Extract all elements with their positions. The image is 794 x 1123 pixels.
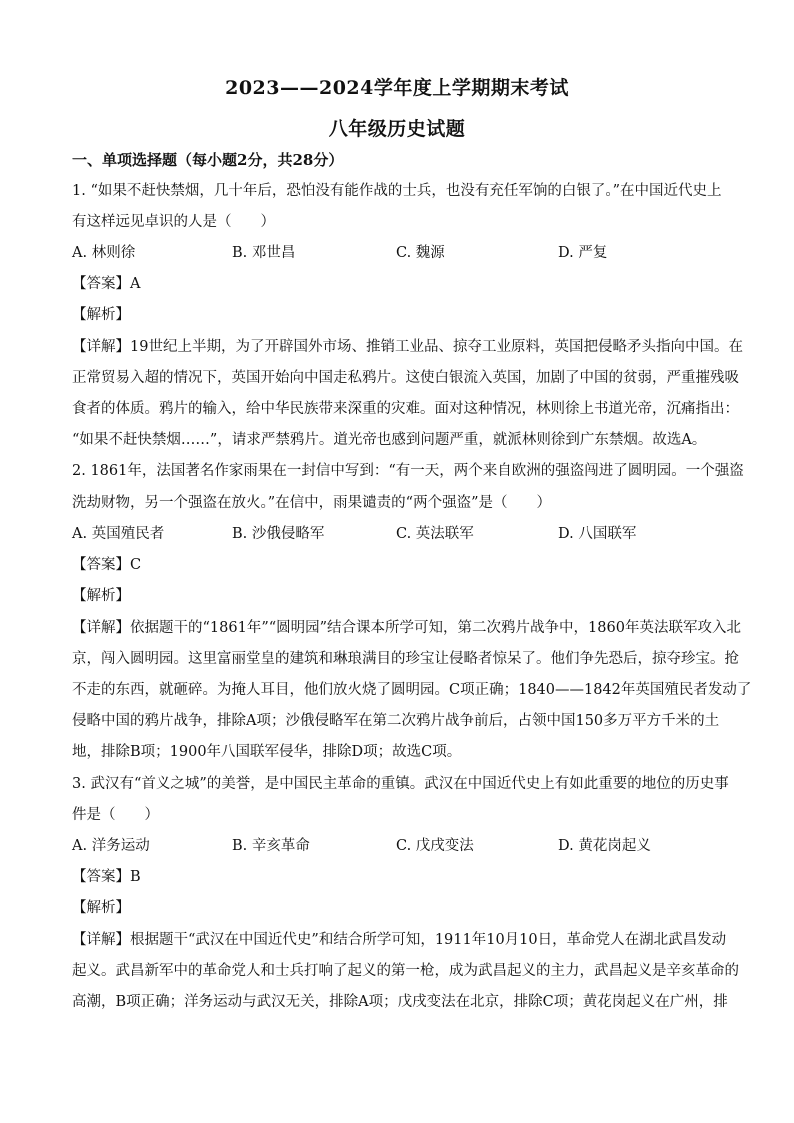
q1-detail-line-2: 正常贸易入超的情况下，英国开始向中国走私鸦片。这使白银流入英国，加剧了中国的贫弱，严重摧残吸: [72, 370, 739, 386]
exam-title: 2023——2024学年度上学期期末考试: [225, 77, 569, 99]
q3-stem-line-2: 件是（ ）: [72, 807, 159, 823]
q1-detail-line-3: 食者的体质。鸦片的输入，给中华民族带来深重的灾难。面对这种情况，林则徐上书道光帝，沉痛指出：: [72, 401, 739, 417]
exam-subtitle: 八年级历史试题: [328, 118, 466, 140]
q3-stem-line-1: 3. 武汉有“首义之城”的美誉，是中国民主革命的重镇。武汉在中国近代史上有如此重要的地位的历史事: [72, 776, 729, 792]
q1-detail-line-4: “如果不赶快禁烟……”，请求严禁鸦片。道光帝也感到问题严重，就派林则徐到广东禁烟。故选A。: [72, 432, 707, 448]
q2-option-c: C. 英法联军: [396, 526, 474, 542]
q2-stem-line-2: 洗劫财物，另一个强盗在放火。”在信中，雨果谴责的“两个强盗”是（ ）: [72, 495, 551, 511]
q1-analysis-label: 【解析】: [72, 307, 130, 323]
q2-detail-line-1: 【详解】依据题干的“1861年”“圆明园”结合课本所学可知，第二次鸦片战争中，1860年英法联军攻入北: [72, 620, 741, 636]
q1-stem-line-2: 有这样远见卓识的人是（ ）: [72, 214, 275, 230]
q2-detail-line-5: 地，排除B项；1900年八国联军侵华，排除D项；故选C项。: [72, 744, 462, 760]
q3-analysis-label: 【解析】: [72, 900, 130, 916]
q1-option-a: A. 林则徐: [72, 245, 136, 261]
q2-answer: 【答案】C: [72, 557, 142, 573]
q3-option-a: A. 洋务运动: [72, 838, 150, 854]
q3-detail-line-3: 高潮，B项正确；洋务运动与武汉无关，排除A项；戊戌变法在北京，排除C项；黄花岗起义在广州，排: [72, 994, 728, 1010]
q2-option-d: D. 八国联军: [558, 526, 637, 542]
q2-option-a: A. 英国殖民者: [72, 526, 165, 542]
q1-answer: 【答案】A: [72, 276, 141, 292]
q2-detail-line-2: 京，闯入圆明园。这里富丽堂皇的建筑和琳琅满目的珍宝让侵略者惊呆了。他们争先恐后，掠夺珍宝。抢: [72, 651, 739, 667]
q1-option-c: C. 魏源: [396, 245, 445, 261]
q2-analysis-label: 【解析】: [72, 588, 130, 604]
q1-option-b: B. 邓世昌: [232, 245, 296, 261]
q3-detail-line-2: 起义。武昌新军中的革命党人和士兵打响了起义的第一枪，成为武昌起义的主力，武昌起义是辛亥革命的: [72, 963, 739, 979]
q2-detail-line-4: 侵略中国的鸦片战争，排除A项；沙俄侵略军在第二次鸦片战争前后，占领中国150多万平方千米的土: [72, 713, 720, 729]
q1-detail-line-1: 【详解】19世纪上半期，为了开辟国外市场、推销工业品、掠夺工业原料，英国把侵略矛头指向中国。在: [72, 339, 743, 355]
q2-detail-line-3: 不走的东西，就砸碎。为掩人耳目，他们放火烧了圆明园。C项正确；1840——1842年英国殖民者发动了: [72, 682, 752, 698]
q2-stem-line-1: 2. 1861年，法国著名作家雨果在一封信中写到：“有一天，两个来自欧洲的强盗闯进了圆明园。一个强盗: [72, 463, 744, 479]
q1-stem-line-1: 1. “如果不赶快禁烟，几十年后，恐怕没有能作战的士兵，也没有充任军饷的白银了。”在中国近代史上: [72, 183, 722, 199]
q3-detail-line-1: 【详解】根据题干“武汉在中国近代史”和结合所学可知，1911年10月10日，革命党人在湖北武昌发动: [72, 932, 727, 948]
section-heading: 一、单项选择题（每小题2分，共28分）: [72, 151, 344, 169]
q3-answer: 【答案】B: [72, 869, 141, 885]
q2-option-b: B. 沙俄侵略军: [232, 526, 325, 542]
q3-option-d: D. 黄花岗起义: [558, 838, 651, 854]
q3-option-c: C. 戊戌变法: [396, 838, 474, 854]
q3-option-b: B. 辛亥革命: [232, 838, 310, 854]
q1-option-d: D. 严复: [558, 245, 608, 261]
